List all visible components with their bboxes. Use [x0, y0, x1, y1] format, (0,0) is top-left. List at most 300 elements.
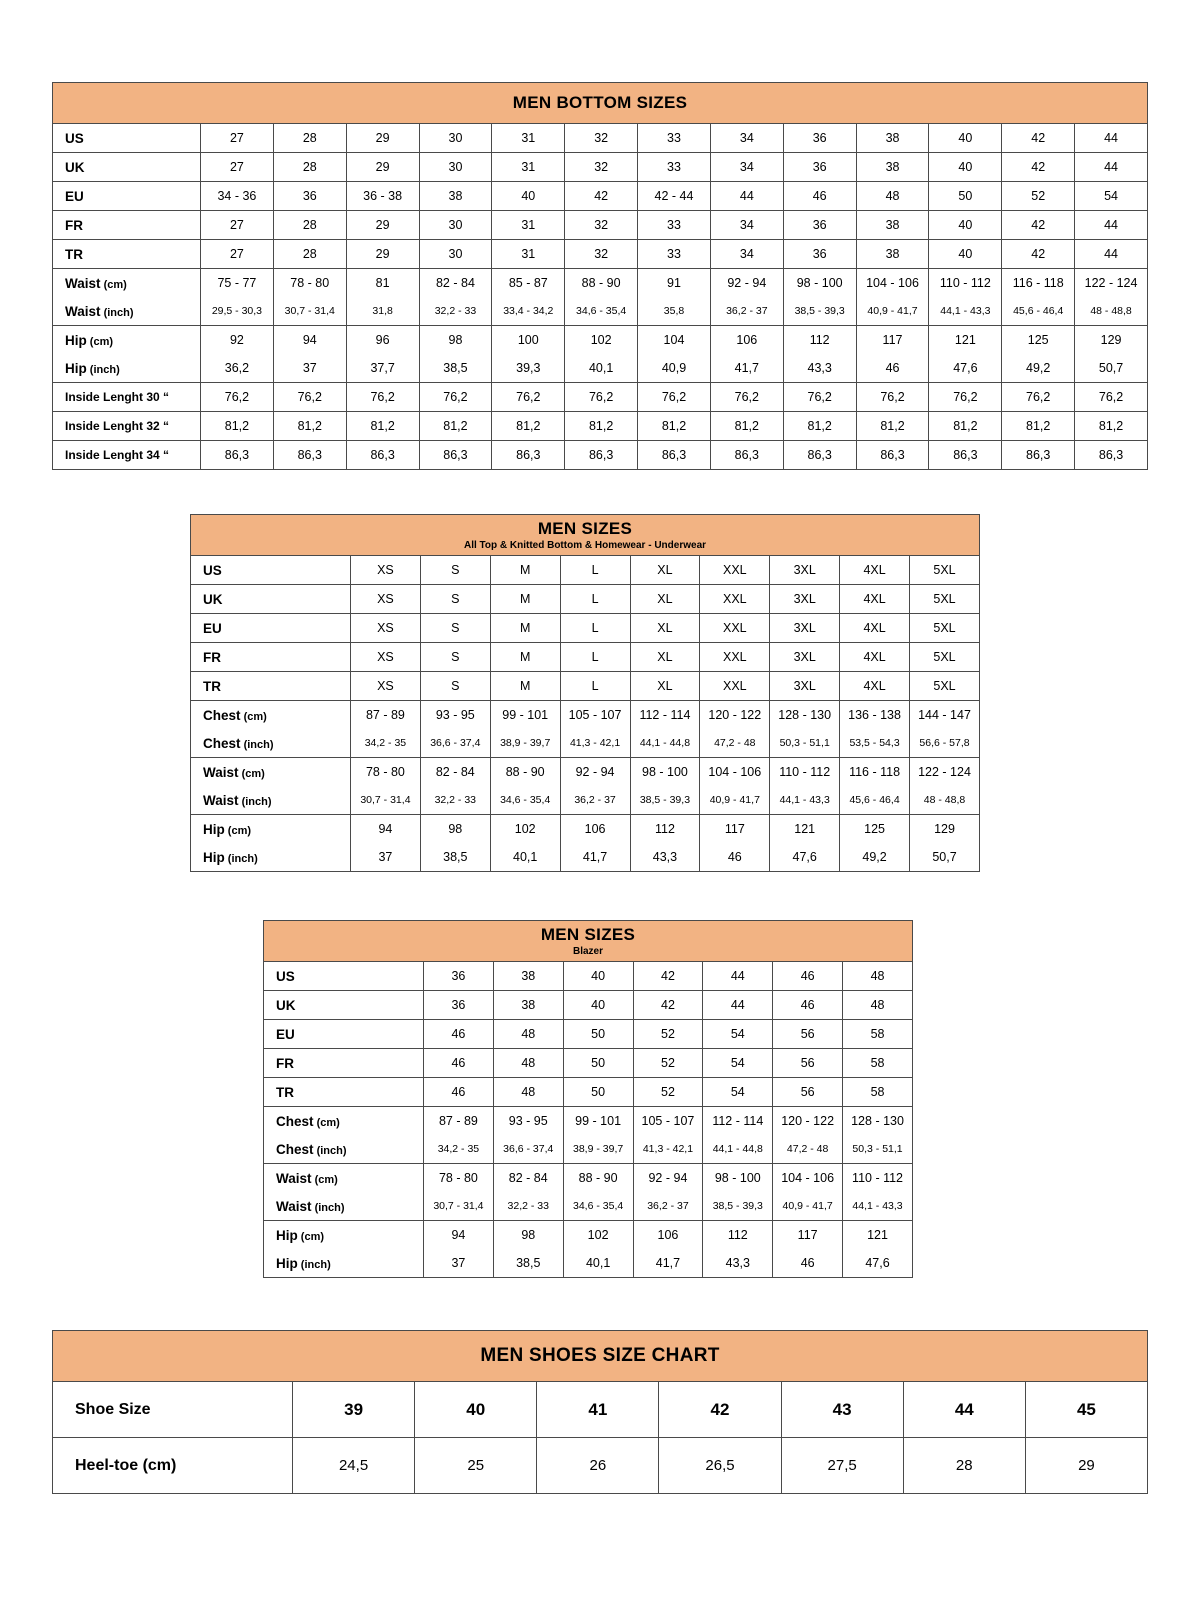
cell-bottom-9-11: 76,2 — [1002, 383, 1075, 412]
row-label-blazer-1: UK — [264, 991, 424, 1020]
cell-blazer-6-3: 41,3 - 42,1 — [633, 1135, 703, 1164]
table-row — [264, 991, 913, 1020]
row-unit: (inch) — [311, 1201, 345, 1214]
cell-bottom-0-11: 42 — [1002, 124, 1075, 153]
cell-bottom-2-10: 50 — [929, 182, 1002, 211]
cell-bottom-3-2: 29 — [346, 211, 419, 240]
cell-tops-4-1: S — [420, 672, 490, 701]
row-label-heel-toe: Heel-toe (cm) — [53, 1438, 293, 1494]
cell-tops-7-6: 110 - 112 — [770, 758, 840, 787]
cell-tops-1-6: 3XL — [770, 585, 840, 614]
table-row — [191, 786, 980, 815]
cell-heel-toe-1: 25 — [415, 1438, 537, 1494]
cell-tops-6-7: 53,5 - 54,3 — [840, 729, 910, 758]
cell-tops-9-8: 129 — [910, 815, 980, 844]
cell-blazer-2-0: 46 — [424, 1020, 494, 1049]
cell-blazer-8-0: 30,7 - 31,4 — [424, 1192, 494, 1221]
cell-bottom-0-3: 30 — [419, 124, 492, 153]
cell-tops-6-4: 44,1 - 44,8 — [630, 729, 700, 758]
cell-tops-9-6: 121 — [770, 815, 840, 844]
cell-bottom-1-11: 42 — [1002, 153, 1075, 182]
row-label-tops-10: Hip (inch) — [191, 843, 351, 872]
cell-bottom-11-10: 86,3 — [929, 441, 1002, 470]
cell-bottom-6-1: 30,7 - 31,4 — [273, 297, 346, 326]
cell-bottom-11-11: 86,3 — [1002, 441, 1075, 470]
row-label-blazer-6: Chest (inch) — [264, 1135, 424, 1164]
cell-tops-4-6: 3XL — [770, 672, 840, 701]
cell-bottom-8-9: 46 — [856, 354, 929, 383]
row-label-bottom-10: Inside Lenght 32 “ — [53, 412, 201, 441]
cell-tops-3-5: XXL — [700, 643, 770, 672]
cell-bottom-7-0: 92 — [201, 326, 274, 355]
row-label-tops-3: FR — [191, 643, 351, 672]
cell-bottom-10-4: 81,2 — [492, 412, 565, 441]
row-unit: (inch) — [86, 363, 120, 376]
cell-tops-4-3: L — [560, 672, 630, 701]
table-row — [53, 1438, 1148, 1494]
cell-bottom-0-7: 34 — [710, 124, 783, 153]
cell-bottom-2-9: 48 — [856, 182, 929, 211]
cell-bottom-5-2: 81 — [346, 269, 419, 298]
row-label-bottom-0: US — [53, 124, 201, 153]
cell-bottom-11-2: 86,3 — [346, 441, 419, 470]
table-row — [191, 556, 980, 585]
cell-tops-8-2: 34,6 - 35,4 — [490, 786, 560, 815]
cell-bottom-7-6: 104 — [638, 326, 711, 355]
cell-bottom-4-1: 28 — [273, 240, 346, 269]
cell-heel-toe-4: 27,5 — [781, 1438, 903, 1494]
cell-blazer-4-5: 56 — [773, 1078, 843, 1107]
cell-bottom-0-5: 32 — [565, 124, 638, 153]
cell-tops-1-4: XL — [630, 585, 700, 614]
cell-bottom-0-6: 33 — [638, 124, 711, 153]
cell-bottom-8-8: 43,3 — [783, 354, 856, 383]
cell-blazer-9-1: 98 — [493, 1221, 563, 1250]
cell-bottom-2-5: 42 — [565, 182, 638, 211]
cell-bottom-5-6: 91 — [638, 269, 711, 298]
cell-heel-toe-3: 26,5 — [659, 1438, 781, 1494]
cell-bottom-3-3: 30 — [419, 211, 492, 240]
cell-blazer-0-2: 40 — [563, 962, 633, 991]
cell-tops-8-6: 44,1 - 43,3 — [770, 786, 840, 815]
cell-bottom-10-12: 81,2 — [1075, 412, 1148, 441]
table-row — [191, 815, 980, 844]
cell-bottom-5-8: 98 - 100 — [783, 269, 856, 298]
bottom-title: MEN BOTTOM SIZES — [53, 83, 1148, 124]
cell-bottom-1-6: 33 — [638, 153, 711, 182]
table-row — [53, 211, 1148, 240]
cell-bottom-9-0: 76,2 — [201, 383, 274, 412]
cell-blazer-10-4: 43,3 — [703, 1249, 773, 1278]
cell-tops-4-5: XXL — [700, 672, 770, 701]
cell-tops-8-5: 40,9 - 41,7 — [700, 786, 770, 815]
cell-bottom-1-9: 38 — [856, 153, 929, 182]
cell-blazer-5-6: 128 - 130 — [843, 1107, 913, 1136]
cell-blazer-7-3: 92 - 94 — [633, 1164, 703, 1193]
cell-blazer-10-5: 46 — [773, 1249, 843, 1278]
cell-tops-0-4: XL — [630, 556, 700, 585]
row-label-bottom-3: FR — [53, 211, 201, 240]
table-row — [264, 1049, 913, 1078]
cell-bottom-10-3: 81,2 — [419, 412, 492, 441]
cell-bottom-7-9: 117 — [856, 326, 929, 355]
row-label-bottom-7: Hip (cm) — [53, 326, 201, 355]
cell-tops-9-7: 125 — [840, 815, 910, 844]
cell-bottom-8-5: 40,1 — [565, 354, 638, 383]
cell-tops-0-6: 3XL — [770, 556, 840, 585]
table-row — [191, 643, 980, 672]
row-label-bottom-6: Waist (inch) — [53, 297, 201, 326]
row-label-tops-8: Waist (inch) — [191, 786, 351, 815]
cell-tops-3-7: 4XL — [840, 643, 910, 672]
cell-bottom-7-2: 96 — [346, 326, 419, 355]
row-label-bottom-1: UK — [53, 153, 201, 182]
cell-bottom-11-0: 86,3 — [201, 441, 274, 470]
row-unit: (cm) — [311, 1173, 338, 1186]
table-row — [53, 326, 1148, 355]
cell-bottom-6-10: 44,1 - 43,3 — [929, 297, 1002, 326]
cell-blazer-1-3: 42 — [633, 991, 703, 1020]
cell-bottom-6-0: 29,5 - 30,3 — [201, 297, 274, 326]
men-blazer-sizes-chart — [263, 920, 913, 1278]
cell-tops-0-5: XXL — [700, 556, 770, 585]
cell-bottom-7-11: 125 — [1002, 326, 1075, 355]
cell-tops-10-8: 50,7 — [910, 843, 980, 872]
row-label-bottom-5: Waist (cm) — [53, 269, 201, 298]
table-row — [264, 1249, 913, 1278]
table-row — [53, 182, 1148, 211]
cell-bottom-10-6: 81,2 — [638, 412, 711, 441]
cell-bottom-6-4: 33,4 - 34,2 — [492, 297, 565, 326]
cell-bottom-7-8: 112 — [783, 326, 856, 355]
cell-bottom-1-0: 27 — [201, 153, 274, 182]
cell-bottom-8-6: 40,9 — [638, 354, 711, 383]
bottom-table — [52, 82, 1148, 470]
cell-tops-6-3: 41,3 - 42,1 — [560, 729, 630, 758]
cell-bottom-1-5: 32 — [565, 153, 638, 182]
table-row — [264, 962, 913, 991]
cell-blazer-6-2: 38,9 - 39,7 — [563, 1135, 633, 1164]
cell-bottom-3-5: 32 — [565, 211, 638, 240]
cell-tops-1-8: 5XL — [910, 585, 980, 614]
cell-bottom-9-5: 76,2 — [565, 383, 638, 412]
cell-blazer-9-6: 121 — [843, 1221, 913, 1250]
table-title-row — [53, 1331, 1148, 1382]
table-row — [191, 585, 980, 614]
cell-tops-6-5: 47,2 - 48 — [700, 729, 770, 758]
cell-heel-toe-2: 26 — [537, 1438, 659, 1494]
cell-blazer-2-1: 48 — [493, 1020, 563, 1049]
cell-blazer-9-0: 94 — [424, 1221, 494, 1250]
cell-tops-4-4: XL — [630, 672, 700, 701]
cell-tops-0-1: S — [420, 556, 490, 585]
cell-blazer-5-2: 99 - 101 — [563, 1107, 633, 1136]
cell-blazer-8-1: 32,2 - 33 — [493, 1192, 563, 1221]
cell-bottom-6-8: 38,5 - 39,3 — [783, 297, 856, 326]
cell-tops-9-1: 98 — [420, 815, 490, 844]
cell-blazer-5-0: 87 - 89 — [424, 1107, 494, 1136]
cell-bottom-7-5: 102 — [565, 326, 638, 355]
cell-tops-1-0: XS — [351, 585, 421, 614]
cell-tops-6-8: 56,6 - 57,8 — [910, 729, 980, 758]
cell-bottom-4-4: 31 — [492, 240, 565, 269]
cell-bottom-11-5: 86,3 — [565, 441, 638, 470]
table-row — [264, 1135, 913, 1164]
cell-bottom-3-12: 44 — [1075, 211, 1148, 240]
cell-bottom-3-0: 27 — [201, 211, 274, 240]
cell-bottom-4-7: 34 — [710, 240, 783, 269]
cell-bottom-10-11: 81,2 — [1002, 412, 1075, 441]
cell-bottom-1-8: 36 — [783, 153, 856, 182]
cell-bottom-4-8: 36 — [783, 240, 856, 269]
cell-bottom-5-12: 122 - 124 — [1075, 269, 1148, 298]
table-title-row — [53, 83, 1148, 124]
row-unit: (inch) — [238, 795, 272, 808]
row-label-tops-2: EU — [191, 614, 351, 643]
cell-tops-5-3: 105 - 107 — [560, 701, 630, 730]
cell-heel-toe-5: 28 — [903, 1438, 1025, 1494]
cell-bottom-6-2: 31,8 — [346, 297, 419, 326]
cell-tops-1-2: M — [490, 585, 560, 614]
cell-bottom-0-4: 31 — [492, 124, 565, 153]
cell-blazer-0-6: 48 — [843, 962, 913, 991]
cell-tops-8-1: 32,2 - 33 — [420, 786, 490, 815]
cell-blazer-0-3: 42 — [633, 962, 703, 991]
cell-blazer-1-2: 40 — [563, 991, 633, 1020]
cell-bottom-9-12: 76,2 — [1075, 383, 1148, 412]
row-label-bottom-11: Inside Lenght 34 “ — [53, 441, 201, 470]
cell-tops-10-6: 47,6 — [770, 843, 840, 872]
cell-blazer-6-5: 47,2 - 48 — [773, 1135, 843, 1164]
cell-bottom-4-10: 40 — [929, 240, 1002, 269]
cell-blazer-10-6: 47,6 — [843, 1249, 913, 1278]
cell-blazer-9-2: 102 — [563, 1221, 633, 1250]
cell-tops-2-2: M — [490, 614, 560, 643]
cell-blazer-3-2: 50 — [563, 1049, 633, 1078]
cell-tops-0-0: XS — [351, 556, 421, 585]
cell-bottom-9-9: 76,2 — [856, 383, 929, 412]
cell-tops-2-7: 4XL — [840, 614, 910, 643]
cell-tops-2-0: XS — [351, 614, 421, 643]
cell-blazer-1-4: 44 — [703, 991, 773, 1020]
cell-tops-3-6: 3XL — [770, 643, 840, 672]
cell-blazer-1-5: 46 — [773, 991, 843, 1020]
cell-bottom-9-1: 76,2 — [273, 383, 346, 412]
row-label-bottom-4: TR — [53, 240, 201, 269]
cell-bottom-4-2: 29 — [346, 240, 419, 269]
cell-bottom-9-7: 76,2 — [710, 383, 783, 412]
cell-tops-8-0: 30,7 - 31,4 — [351, 786, 421, 815]
cell-bottom-4-9: 38 — [856, 240, 929, 269]
cell-blazer-5-3: 105 - 107 — [633, 1107, 703, 1136]
cell-bottom-8-10: 47,6 — [929, 354, 1002, 383]
table-row — [264, 1192, 913, 1221]
cell-bottom-0-10: 40 — [929, 124, 1002, 153]
cell-bottom-1-4: 31 — [492, 153, 565, 182]
cell-bottom-3-10: 40 — [929, 211, 1002, 240]
cell-bottom-9-2: 76,2 — [346, 383, 419, 412]
cell-tops-10-0: 37 — [351, 843, 421, 872]
cell-bottom-4-11: 42 — [1002, 240, 1075, 269]
cell-bottom-0-1: 28 — [273, 124, 346, 153]
cell-bottom-6-3: 32,2 - 33 — [419, 297, 492, 326]
cell-bottom-6-7: 36,2 - 37 — [710, 297, 783, 326]
cell-bottom-1-10: 40 — [929, 153, 1002, 182]
cell-blazer-0-0: 36 — [424, 962, 494, 991]
cell-tops-8-8: 48 - 48,8 — [910, 786, 980, 815]
table-row — [191, 758, 980, 787]
table-row — [264, 1107, 913, 1136]
cell-blazer-3-0: 46 — [424, 1049, 494, 1078]
cell-heel-toe-6: 29 — [1025, 1438, 1147, 1494]
cell-tops-7-8: 122 - 124 — [910, 758, 980, 787]
cell-blazer-10-2: 40,1 — [563, 1249, 633, 1278]
cell-tops-1-3: L — [560, 585, 630, 614]
cell-blazer-6-4: 44,1 - 44,8 — [703, 1135, 773, 1164]
cell-blazer-4-3: 52 — [633, 1078, 703, 1107]
cell-bottom-9-3: 76,2 — [419, 383, 492, 412]
cell-tops-5-8: 144 - 147 — [910, 701, 980, 730]
cell-bottom-9-8: 76,2 — [783, 383, 856, 412]
cell-bottom-10-2: 81,2 — [346, 412, 419, 441]
blazer-table — [263, 920, 913, 1278]
row-label-tops-6: Chest (inch) — [191, 729, 351, 758]
cell-bottom-7-3: 98 — [419, 326, 492, 355]
cell-bottom-1-2: 29 — [346, 153, 419, 182]
cell-tops-5-1: 93 - 95 — [420, 701, 490, 730]
cell-tops-10-7: 49,2 — [840, 843, 910, 872]
cell-tops-2-5: XXL — [700, 614, 770, 643]
cell-bottom-5-5: 88 - 90 — [565, 269, 638, 298]
cell-tops-10-5: 46 — [700, 843, 770, 872]
cell-blazer-4-2: 50 — [563, 1078, 633, 1107]
cell-blazer-8-5: 40,9 - 41,7 — [773, 1192, 843, 1221]
cell-tops-6-1: 36,6 - 37,4 — [420, 729, 490, 758]
cell-tops-4-7: 4XL — [840, 672, 910, 701]
cell-bottom-3-9: 38 — [856, 211, 929, 240]
cell-blazer-7-1: 82 - 84 — [493, 1164, 563, 1193]
table-row — [53, 383, 1148, 412]
cell-tops-3-2: M — [490, 643, 560, 672]
cell-shoe-size-6: 45 — [1025, 1382, 1147, 1438]
cell-bottom-0-12: 44 — [1075, 124, 1148, 153]
cell-bottom-5-11: 116 - 118 — [1002, 269, 1075, 298]
cell-bottom-10-1: 81,2 — [273, 412, 346, 441]
cell-bottom-8-12: 50,7 — [1075, 354, 1148, 383]
cell-bottom-4-6: 33 — [638, 240, 711, 269]
cell-bottom-2-2: 36 - 38 — [346, 182, 419, 211]
men-shoes-size-chart — [52, 1330, 1148, 1494]
cell-blazer-8-4: 38,5 - 39,3 — [703, 1192, 773, 1221]
cell-blazer-9-5: 117 — [773, 1221, 843, 1250]
cell-bottom-5-3: 82 - 84 — [419, 269, 492, 298]
cell-bottom-6-12: 48 - 48,8 — [1075, 297, 1148, 326]
tops-title: MEN SIZES All Top & Knitted Bottom & Homewear - Underwear — [191, 515, 980, 556]
cell-tops-3-4: XL — [630, 643, 700, 672]
cell-blazer-2-4: 54 — [703, 1020, 773, 1049]
cell-bottom-2-11: 52 — [1002, 182, 1075, 211]
cell-blazer-2-5: 56 — [773, 1020, 843, 1049]
row-label-blazer-2: EU — [264, 1020, 424, 1049]
row-label-tops-5: Chest (cm) — [191, 701, 351, 730]
table-row — [53, 153, 1148, 182]
cell-bottom-3-4: 31 — [492, 211, 565, 240]
table-row — [191, 614, 980, 643]
cell-bottom-11-12: 86,3 — [1075, 441, 1148, 470]
cell-bottom-0-2: 29 — [346, 124, 419, 153]
cell-tops-2-3: L — [560, 614, 630, 643]
cell-tops-7-0: 78 - 80 — [351, 758, 421, 787]
cell-blazer-4-6: 58 — [843, 1078, 913, 1107]
table-row — [53, 412, 1148, 441]
cell-bottom-6-5: 34,6 - 35,4 — [565, 297, 638, 326]
row-label-tops-9: Hip (cm) — [191, 815, 351, 844]
table-row — [53, 354, 1148, 383]
cell-blazer-1-6: 48 — [843, 991, 913, 1020]
cell-bottom-6-6: 35,8 — [638, 297, 711, 326]
cell-bottom-5-9: 104 - 106 — [856, 269, 929, 298]
cell-tops-0-7: 4XL — [840, 556, 910, 585]
cell-tops-10-2: 40,1 — [490, 843, 560, 872]
cell-blazer-8-2: 34,6 - 35,4 — [563, 1192, 633, 1221]
cell-tops-10-3: 41,7 — [560, 843, 630, 872]
shoes-title: MEN SHOES SIZE CHART — [53, 1331, 1148, 1382]
row-unit: (cm) — [313, 1116, 340, 1129]
cell-blazer-3-5: 56 — [773, 1049, 843, 1078]
cell-bottom-1-3: 30 — [419, 153, 492, 182]
cell-tops-3-3: L — [560, 643, 630, 672]
cell-bottom-2-8: 46 — [783, 182, 856, 211]
cell-tops-9-5: 117 — [700, 815, 770, 844]
row-unit: (cm) — [240, 710, 267, 723]
cell-tops-4-2: M — [490, 672, 560, 701]
cell-bottom-8-11: 49,2 — [1002, 354, 1075, 383]
cell-tops-1-7: 4XL — [840, 585, 910, 614]
cell-blazer-5-4: 112 - 114 — [703, 1107, 773, 1136]
cell-bottom-9-4: 76,2 — [492, 383, 565, 412]
table-row — [53, 240, 1148, 269]
cell-blazer-10-1: 38,5 — [493, 1249, 563, 1278]
row-label-blazer-9: Hip (cm) — [264, 1221, 424, 1250]
cell-bottom-10-9: 81,2 — [856, 412, 929, 441]
cell-tops-4-8: 5XL — [910, 672, 980, 701]
cell-blazer-6-0: 34,2 - 35 — [424, 1135, 494, 1164]
cell-bottom-10-0: 81,2 — [201, 412, 274, 441]
cell-shoe-size-0: 39 — [293, 1382, 415, 1438]
cell-bottom-8-0: 36,2 — [201, 354, 274, 383]
cell-tops-4-0: XS — [351, 672, 421, 701]
cell-bottom-5-10: 110 - 112 — [929, 269, 1002, 298]
row-label-blazer-0: US — [264, 962, 424, 991]
cell-bottom-9-10: 76,2 — [929, 383, 1002, 412]
row-unit: (inch) — [313, 1144, 347, 1157]
table-title-row — [264, 921, 913, 962]
table-row — [53, 1382, 1148, 1438]
cell-bottom-2-12: 54 — [1075, 182, 1148, 211]
cell-bottom-11-3: 86,3 — [419, 441, 492, 470]
cell-tops-8-3: 36,2 - 37 — [560, 786, 630, 815]
row-unit: (inch) — [240, 738, 274, 751]
cell-heel-toe-0: 24,5 — [293, 1438, 415, 1494]
cell-bottom-10-7: 81,2 — [710, 412, 783, 441]
row-label-tops-7: Waist (cm) — [191, 758, 351, 787]
row-label-tops-1: UK — [191, 585, 351, 614]
cell-bottom-5-7: 92 - 94 — [710, 269, 783, 298]
cell-bottom-5-0: 75 - 77 — [201, 269, 274, 298]
cell-tops-3-1: S — [420, 643, 490, 672]
cell-blazer-10-3: 41,7 — [633, 1249, 703, 1278]
cell-tops-9-0: 94 — [351, 815, 421, 844]
